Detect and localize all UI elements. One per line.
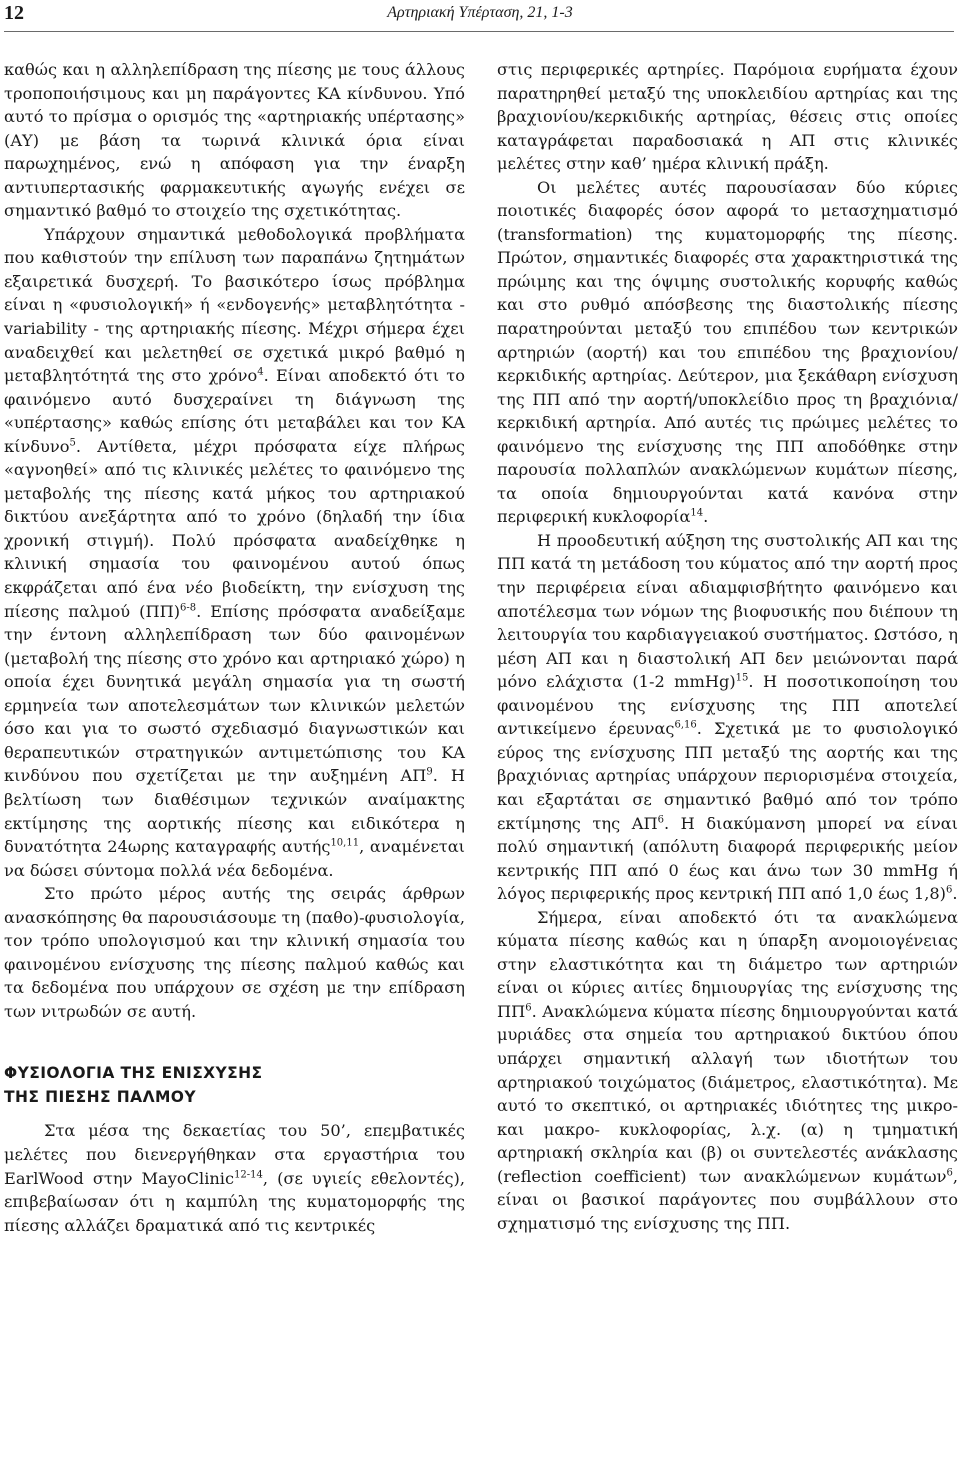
citation: 6 <box>945 884 953 896</box>
citation: 9 <box>426 767 433 779</box>
citation: 6-8 <box>180 602 197 614</box>
right-column <box>497 58 958 1235</box>
citation: 6 <box>657 814 664 826</box>
citation: 5 <box>69 437 76 449</box>
citation: 6 <box>525 1002 532 1014</box>
page-number: 12 <box>4 2 24 24</box>
left-column <box>4 58 465 1237</box>
header-rule <box>4 31 954 32</box>
section-heading: ΦΥΣΙΟΛΟΓΙΑ ΤΗΣ ΕΝΙΣΧΥΣΗΣ ΤΗΣ ΠΙΕΣΗΣ ΠΑΛΜΟΥ <box>4 1064 263 1107</box>
citation: 12-14 <box>234 1169 263 1181</box>
citation: 10,11 <box>330 837 360 849</box>
paragraph: Η προοδευτική αύξηση της συστολικής ΑΠ και της ΠΠ κατά τη μετάδοση του κύματος από την αορτή προς την περιφέρεια είναι αδιαμφισβήτητο φαινόμενο και αποτέλεσμα των νόμων της βιοφυσικής που διέπουν τη λειτουργία του καρδιαγγειακού συστήματος. Ωστόσο, η μέση ΑΠ και η διαστολική ΑΠ δεν μειώνονται παρά μόνο ελάχιστα (1-2 mmHg)$^{15}$. Η ποσοτικοποίηση του φαινομένου της ενίσχυσης της ΠΠ αποτελεί αντικείμενο έρευνας$^{6,16}$. Σχετικά με το φυσιολογικό εύρος της ενίσχυσης ΠΠ μεταξύ της αορτής και της βραχιόνιας αρτηρίας υπάρχουν περιορισμένα στοιχεία, και εξαρτάται σε σημαντικό βαθμό από τον τρόπο εκτίμησης της $A\Pi^6$. Η διακύμανση μπορεί να είναι πολύ σημαντική (απόλυτη διαφορά περιφερικής μείον κεντρικής ΠΠ από 0 έως και άνω των 30 mmHg ή λόγος περιφερικής προς κεντρική ΠΠ από 1,0 έως 1,8)$^6$. <box>497 530 958 904</box>
page-header <box>0 0 960 32</box>
running-head: Αρτηριακή Υπέρταση, 21, 1-3 <box>387 4 573 21</box>
paragraph: Στο πρώτο μέρος αυτής της σειράς άρθρων ανασκόπησης θα παρουσιάσουμε τη (παθο)-φυσιολογία, τον τρόπο υπολογισμού και την κλινική σημασία του φαινομένου ενίσχυσης της πίεσης παλμού καθώς και τα δεδομένα που υπάρχουν σε σχέση με την επίδραση των νιτρωδών σε αυτή. <box>4 884 465 1021</box>
paragraph: Οι μελέτες αυτές παρουσίασαν δύο κύριες ποιοτικές διαφορές όσον αφορά το μετασχηματισμό (transformation) της κυματομορφής της πίεσης. Πρώτον, σημαντικές διαφορές στα χαρακτηριστικά της πρώιμης και της όψιμης συστολικής κορυφής καθώς και στο ρυθμό απόσβεσης της διαστολικής πίεσης παρατηρούνται μεταξύ του επιπέδου των κεντρικών αρτηριών (αορτή) και του επιπέδου της βραχιονίου/κερκιδικής αρτηρίας. Δεύτερον, μια ξεκάθαρη ενίσχυση της ΠΠ από την αορτή/υποκλείδιο προς τη βραχιόνια/κερκιδική αρτηρία. Από αυτές τις πρώιμες μελέτες το φαινόμενο της ενίσχυσης της ΠΠ αποδόθηκε στην παρουσία πολλαπλών ανακλώμενων κυμάτων πίεσης, τα οποία δημιουργούνται κατά κανόνα στην περιφερική κυκλοφορία$^{14}$. <box>497 177 958 527</box>
paragraph: Υπάρχουν σημαντικά μεθοδολογικά προβλήματα που καθιστούν την επίλυση των παραπάνω ζητημάτων εξαιρετικά δυσχερή. Το βασικότερο ίσως πρόβλημα είναι η «φυσιολογική» ή «ενδογενής» μεταβλητότητα - variability - της αρτηριακής πίεσης. Μέχρι σήμερα έχει αναδειχθεί και μελετηθεί σε σχετικά μικρό βαθμό η μεταβλητότητά της στο χρόνο$^4$. Είναι αποδεκτό ότι το φαινόμενο αυτό δυσχεραίνει τη διάγνωση της «υπέρτασης» καθώς επίσης ότι μεταβάλει και τον ΚΑ κίνδυνο$^5$. Αντίθετα, μέχρι πρόσφατα είχε πλήρως «αγνοηθεί» από τις κλινικές μελέτες το φαινόμενο της μεταβολής της πίεσης κατά μήκος του αρτηριακού δικτύου ανεξάρτητα από το χρόνο (δηλαδή την ίδια χρονική στιγμή). Πολύ πρόσφατα αναδείχθηκε η κλινική σημασία του φαινομένου αυτού όπως εκφράζεται από ένα νέο βιοδείκτη, την ενίσχυση της πίεσης παλμού $(\Pi\Pi)^{6-8}$. Επίσης πρόσφατα αναδείξαμε την έντονη αλληλεπίδραση των δύο φαινομένων (μεταβολή της πίεσης στο χρόνο και αρτηριακό χώρο) η οποία έχει δυνητικά μεγάλη σημασία για τη σωστή ερμηνεία των αποτελεσμάτων των κλινικών μελετών όσο και για το σωστό σχεδιασμό διαγνωστικών και θεραπευτικών στρατηγικών αντιμετώπισης του ΚΑ κινδύνου που σχετίζεται με την αυξημένη $A\Pi^9$. Η βελτίωση των διαθέσιμων τεχνικών αναίμακτης εκτίμησης της αορτικής πίεσης και ειδικότερα η δυνατότητα 24ωρης καταγραφής αυτής$^{10,11}$, αναμένεται να δώσει σύντομα πολλά νέα δεδομένα. <box>4 224 465 880</box>
citation: 14 <box>690 508 704 519</box>
paragraph: Στα μέσα της δεκαετίας του 50’, επεμβατικές μελέτες που διενεργήθηκαν στα εργαστήρια του EarlWood στην MayoClinic$^{12-14}$, (σε υγιείς εθελοντές), επιβεβαίωσαν ότι η καμπύλη της κυματομορφής της πίεσης αλλάζει δραματικά από τις κεντρικές <box>4 1121 465 1235</box>
citation: 4 <box>257 366 264 378</box>
paragraph: καθώς και η αλληλεπίδραση της πίεσης με τους άλλους τροποποιήσιμους και μη παράγοντες ΚΑ κίνδυνου. Υπό αυτό το πρίσμα ο ορισμός της «αρτηριακής υπέρτασης» (ΑΥ) με βάση τα τωρινά κλινικά όρια είναι παρωχημένος, ενώ η απόφαση για την έναρξη αντιυπερτασικής φαρμακευτικής αγωγής ενέχει σε σημαντικό βαθμό το στοιχείο της σχετικότητας. <box>4 60 465 221</box>
citation: 6,16 <box>674 719 697 731</box>
paragraph: Σήμερα, είναι αποδεκτό ότι τα ανακλώμενα κύματα πίεσης καθώς και η ύπαρξη ανομοιογένειας στην ελαστικότητα και τη διάμετρο των αρτηριών είναι οι κύριες αιτίες δημιουργίας της ενίσχυσης της $\Pi\Pi^6$. Ανακλώμενα κύματα πίεσης δημιουργούνται κατά μυριάδες στα σημεία του αρτηριακού δικτύου όπου υπάρχει σημαντική αλλαγή των ιδιοτήτων του αρτηριακού τοιχώματος (διάμετρος, ελαστικότητα). Με αυτό το σκεπτικό, οι αρτηριακές ιδιότητες της μικρο- και μακρο- κυκλοφορίας, λ.χ. (α) η τμηματική αρτηριακή σκληρία και (β) οι συντελεστές ανάκλασης (reflection coefficient) των ανακλώμενων κυμάτων$^6$, είναι οι βασικοί παράγοντες που συμβάλλουν στο σχηματισμό της ενίσχυσης της ΠΠ. <box>497 907 958 1233</box>
citation: 6 <box>946 1167 953 1179</box>
citation: 15 <box>735 672 749 684</box>
paragraph: στις περιφερικές αρτηρίες. Παρόμοια ευρήματα έχουν παρατηρηθεί μεταξύ της υποκλειδίου αρτηρίας και της βραχιονίου/κερκιδικής αρτηρίας, θέσεις στις οποίες καταγράφεται παραδοσιακά η ΑΠ στις κλινικές μελέτες στην καθ’ ημέρα κλινική πράξη. <box>497 60 958 174</box>
